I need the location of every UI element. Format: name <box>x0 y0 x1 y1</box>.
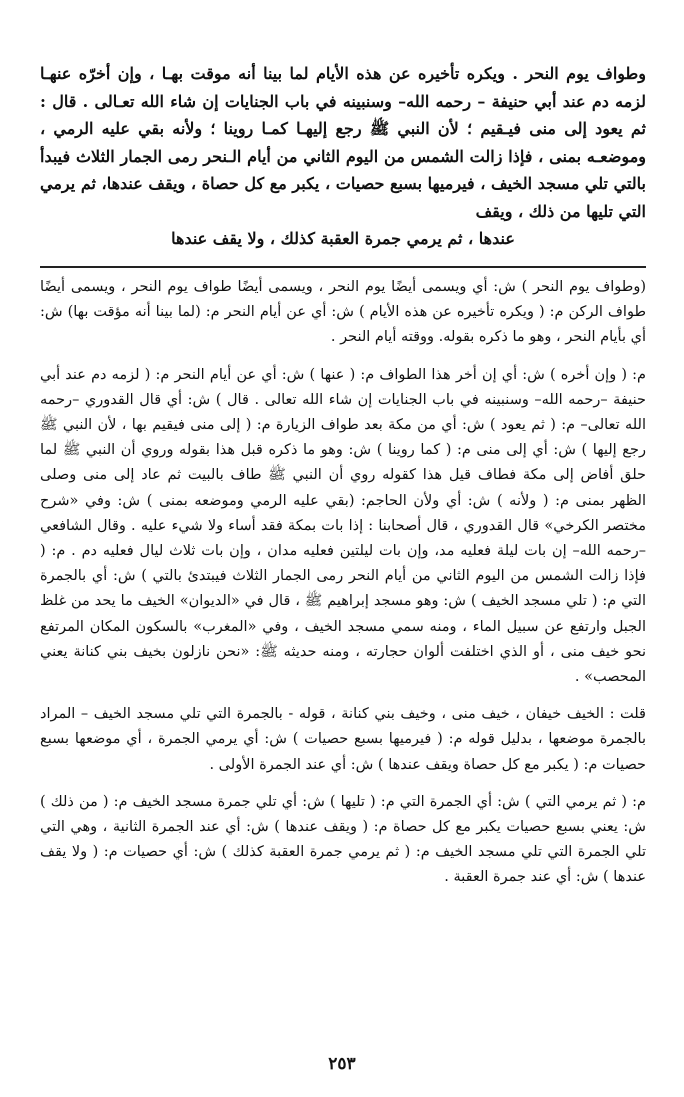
main-paragraph: وطواف يوم النحر . ويكره تأخيره عن هذه الأيام لما بينا أنه موقت بهـا ، وإن أخرّه عنهـا لزمه دم عند أبي حنيفة – رحمه الله– وسنبينه في باب الجنايات إن شاء الله تعـالى . قال : ثم يعود إلى منى فيـقيم ؛ لأن النبي ﷺ رجع إليهـا كمـا روينا ؛ ولأنه بقي عليه الرمي ، وموضعـه بمنى ، فإذا زالت الشمس من اليوم الثاني من أيام الـنحر رمى الجمار الثلاث فيبدأ بالتي تلي مسجد الخيف ، فيرميها بسبع حصيات ، يكبر مع كل حصاة ، ويقف عندها، ثم يرمي التي تليها من ذلك ، ويقف <box>40 64 647 221</box>
commentary-paragraph: م: ( وإن أخره ) ش: أي إن أخر هذا الطواف م: ( عنها ) ش: أي عن أيام النحر م: ( لزمه دم عند أبي حنيفة –رحمه الله– وسنبينه في باب الجنايات إن شاء الله تعالى . قال ) ش: أي قال القدوري –رحمه الله تعالى– م: ( ثم يعود ) ش: أي من مكة بعد طواف الزيارة م: ( إلى منى فيقيم بها ، لأن النبي ﷺ رجع إليها ) ش: أي إلى منى م: ( كما روينا ) ش: وهو ما ذكره قبل هذا بقوله وروي أن النبي ﷺ لما حلق أفاض إلى مكة فطاف قيل هذا كقوله روي أن النبي ﷺ طاف بالبيت ثم عاد إلى منى وصلى الظهر بمنى م: ( ولأنه ) ش: أي ولأن الحاجم: (بقي عليه الرمي وموضعه بمنى ) ش: وفي «شرح مختصر الكرخي» قال القدوري ، قال أصحابنا : إذا بات بمكة فقد أساء ولا شيء عليه . وقال الشافعي –رحمه الله– إن بات ليلة فعليه مد، وإن بات ليلتين فعليه مدان ، وإن بات ثلاث ليال فعليه دم . م: ( فإذا زالت الشمس من اليوم الثاني من أيام النحر رمى الجمار الثلاث فيبتدئ بالتي ) ش: أي بالجمرة التي م: ( تلي مسجد الخيف ) ش: وهو مسجد إبراهيم ﷺ ، قال في «الديوان» الخيف ما يحد من غلظ الجبل وارتفع عن سبيل الماء ، ومنه سمي مسجد الخيف ، وفي «المغرب» بالسكون المكان المرتفع نحو خيف منى ، أو الذي اختلفت ألوان حجارته ، ومنه حديثه ﷺ: «نحن نازلون بخيف بني كنانة يعني المحصب» . <box>40 366 646 686</box>
commentary-block <box>40 275 646 891</box>
separator-line <box>40 266 646 268</box>
main-paragraph-last-line: عندها ، ثم يرمي جمرة العقبة كذلك ، ولا يقف عندها <box>171 229 515 248</box>
commentary-paragraph: (وطواف يوم النحر ) ش: أي ويسمى أيضًا يوم النحر ، ويسمى أيضًا طواف يوم النحر ، ويسمى أيضًا طواف الركن م: ( ويكره تأخيره عن هذه الأيام ) ش: أي عن أيام النحر م: (لما بينا أنه مؤقت بها) ش: أي بأيام النحر ، وهو ما ذكره بقوله. ووقته أيام النحر . <box>40 279 646 346</box>
main-text-block <box>40 60 646 253</box>
commentary-paragraph: قلت : الخيف خيفان ، خيف منى ، وخيف بني كنانة ، قوله - بالجمرة التي تلي مسجد الخيف – المراد بالجمرة موضعها ، بدليل قوله م: ( فيرميها بسبع حصيات ) ش: أي يرمي الجمرة ، أي موضعها بسبع حصيات م: ( يكبر مع كل حصاة ويقف عندها ) ش: أي عند الجمرة الأولى . <box>40 706 646 773</box>
page-number: ٢٥٣ <box>328 1054 356 1074</box>
commentary-paragraph: م: ( ثم يرمي التي ) ش: أي الجمرة التي م: ( تليها ) ش: أي تلي جمرة مسجد الخيف م: ( من ذلك ) ش: يعني بسبع حصيات يكبر مع كل حصاة م: ( ويقف عندها ) ش: أي عند الجمرة الثانية ، وهي التي تلي الجمرة التي تلي مسجد الخيف م: ( ثم يرمي جمرة العقبة كذلك ) ش: أي حصيات م: ( ولا يقف عندها ) ش: أي عند جمرة العقبة . <box>40 793 646 886</box>
